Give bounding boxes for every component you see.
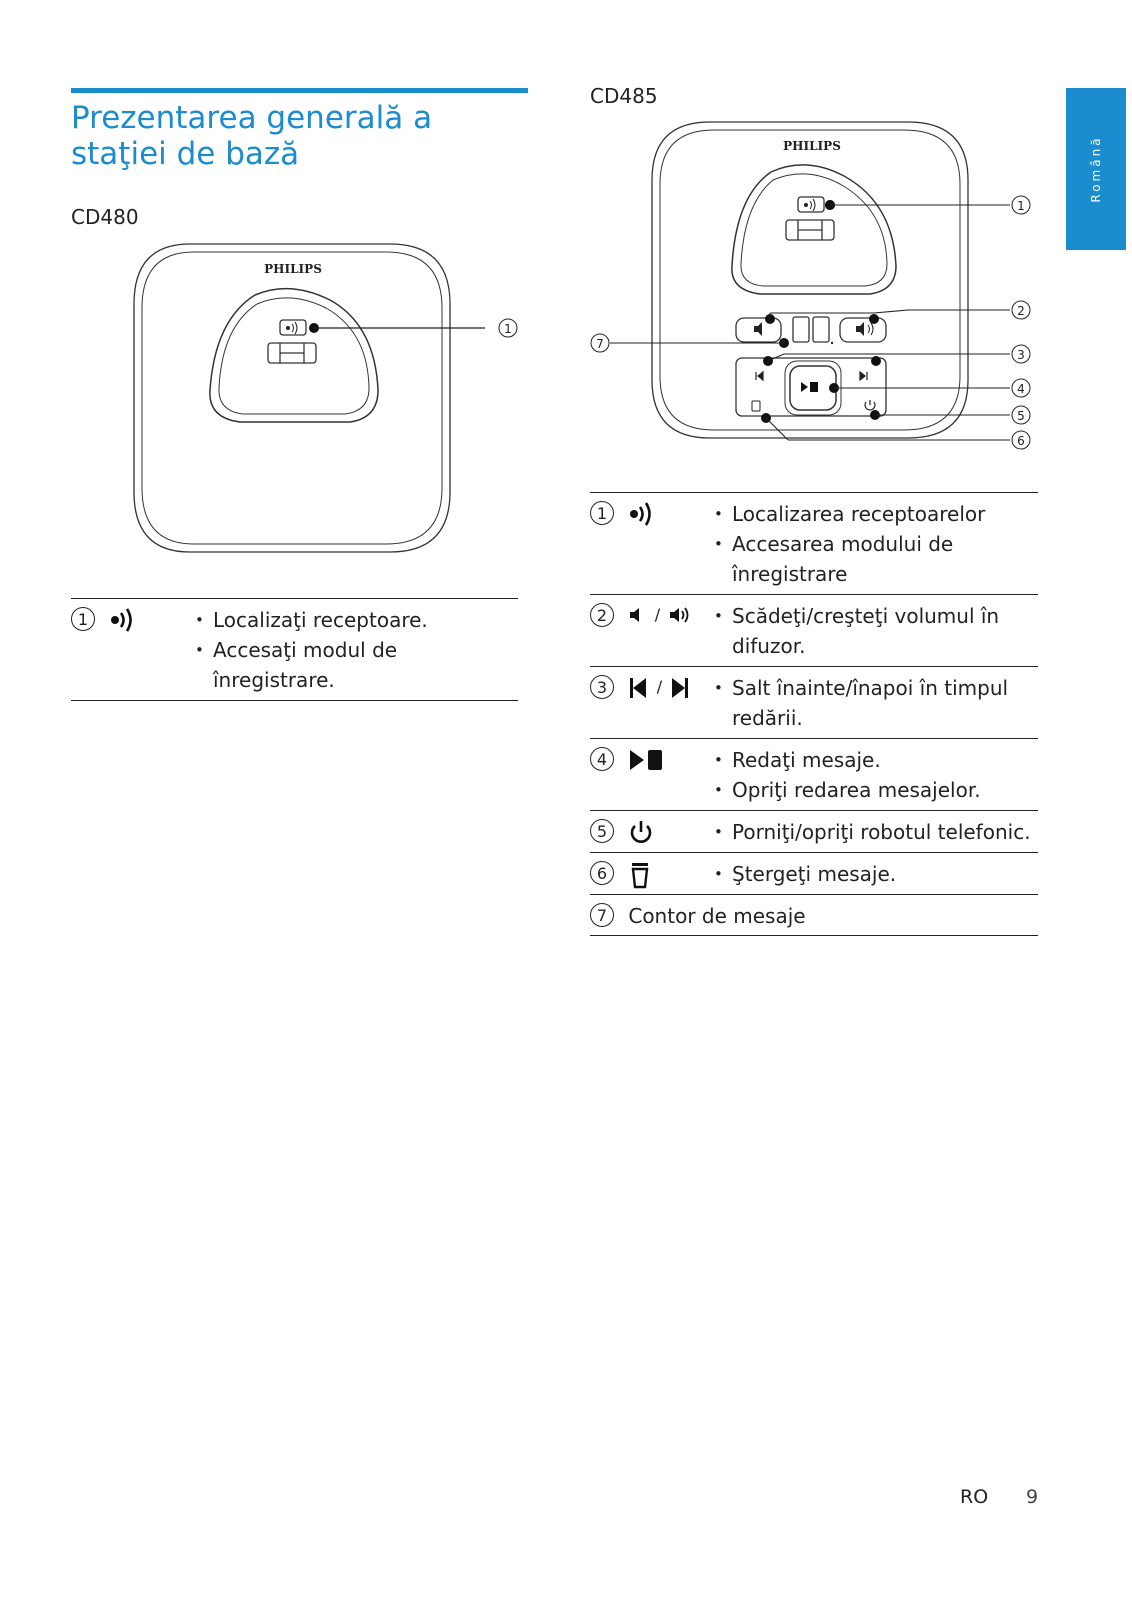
row-number: 2 — [590, 603, 614, 627]
table-row — [590, 853, 1038, 895]
list-item: • Scădeţi/creşteţi volumul în difuzor. — [710, 601, 1038, 661]
bullet-list — [710, 859, 1038, 889]
skip-back-icon — [628, 675, 648, 701]
bullet-list — [710, 499, 1038, 589]
delete-icon — [628, 861, 652, 889]
cd485-base-illustration — [588, 118, 1038, 458]
list-item: • Localizaţi receptoare. — [191, 605, 518, 635]
bullet-list — [710, 817, 1038, 847]
volume-up-icon — [668, 603, 694, 627]
footer-language: RO — [960, 1486, 989, 1508]
list-item: • Ştergeţi mesaje. — [710, 859, 1038, 889]
list-item: • Localizarea receptoarelor — [710, 499, 1038, 529]
cd480-base-illustration — [130, 240, 530, 570]
bullet-list — [710, 673, 1038, 733]
find-handset-icon — [109, 607, 137, 633]
cd480-brand-logo: PHILIPS — [264, 262, 322, 276]
bullet-list — [710, 745, 1038, 805]
cd485-brand-logo: PHILIPS — [783, 139, 841, 153]
message-counter-label: Contor de mesaje — [628, 904, 806, 928]
list-item: • Accesaţi modul de înregistrare. — [191, 635, 518, 695]
list-item: • Redaţi mesaje. — [710, 745, 1038, 775]
cd485-callout-2: 2 — [1017, 304, 1025, 318]
row-number: 1 — [71, 607, 95, 631]
page-title: Prezentarea generală a staţiei de bază — [71, 100, 433, 172]
cd485-callout-4: 4 — [1017, 382, 1025, 396]
cd485-model-label: CD485 — [590, 84, 658, 108]
list-item: • Accesarea modului de înregistrare — [710, 529, 1038, 589]
volume-down-icon — [628, 603, 646, 627]
bullet-list — [710, 601, 1038, 661]
page-number: 9 — [1026, 1486, 1039, 1508]
cd480-callout-1: 1 — [504, 322, 512, 336]
cd485-callout-1: 1 — [1017, 199, 1025, 213]
icon-separator: / — [654, 605, 661, 624]
row-number: 5 — [590, 819, 614, 843]
table-row — [590, 667, 1038, 739]
cd480-key-table — [71, 598, 518, 701]
bullet-list — [191, 605, 518, 695]
cd485-callout-6: 6 — [1017, 434, 1025, 448]
table-row — [590, 739, 1038, 811]
row-number: 1 — [590, 501, 614, 525]
table-row — [590, 595, 1038, 667]
row-number: 3 — [590, 675, 614, 699]
cd485-callout-3: 3 — [1017, 348, 1025, 362]
language-tab — [1066, 88, 1126, 250]
cd485-key-table — [590, 492, 1038, 936]
row-number: 6 — [590, 861, 614, 885]
table-row — [590, 811, 1038, 853]
skip-forward-icon — [670, 675, 690, 701]
power-icon — [628, 819, 654, 847]
title-rule — [71, 88, 528, 93]
row-number: 4 — [590, 747, 614, 771]
list-item: • Salt înainte/înapoi în timpul redării. — [710, 673, 1038, 733]
language-tab-label: Română — [1089, 135, 1103, 203]
cd485-callout-5: 5 — [1017, 409, 1025, 423]
table-row — [590, 895, 1038, 936]
cd480-model-label: CD480 — [71, 205, 139, 229]
list-item: • Opriţi redarea mesajelor. — [710, 775, 1038, 805]
list-item: • Porniţi/opriţi robotul telefonic. — [710, 817, 1038, 847]
cd485-callout-7: 7 — [596, 337, 604, 351]
play-stop-icon — [628, 747, 666, 773]
table-row — [71, 599, 518, 701]
icon-separator: / — [656, 677, 663, 696]
table-row — [590, 493, 1038, 595]
row-number: 7 — [590, 903, 614, 927]
find-handset-icon — [628, 501, 656, 527]
